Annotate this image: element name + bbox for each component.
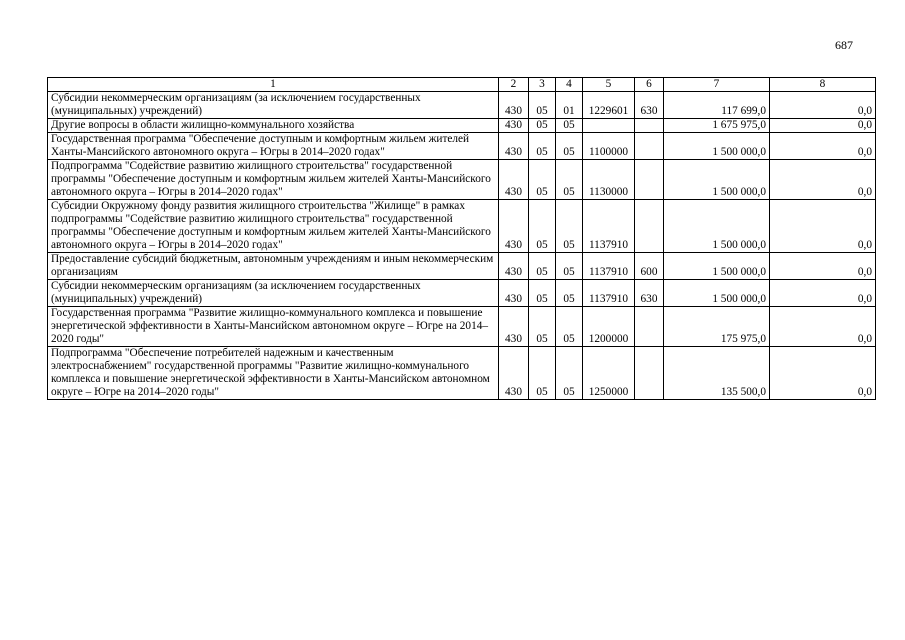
cell-amount: 1 500 000,0 — [664, 160, 770, 200]
cell-subsection: 05 — [556, 347, 583, 400]
row-description: Другие вопросы в области жилищно-коммунального хозяйства — [48, 119, 499, 133]
cell-amount: 1 500 000,0 — [664, 200, 770, 253]
cell-expense-type: 630 — [635, 280, 664, 307]
column-header: 2 — [499, 78, 529, 92]
table-row — [48, 347, 876, 400]
cell-target-article: 1250000 — [583, 347, 635, 400]
cell-admin-code: 430 — [499, 92, 529, 119]
cell-amount-federal: 0,0 — [770, 280, 876, 307]
cell-section: 05 — [529, 160, 556, 200]
table-row — [48, 119, 876, 133]
cell-amount-federal: 0,0 — [770, 160, 876, 200]
cell-amount: 1 500 000,0 — [664, 253, 770, 280]
cell-section: 05 — [529, 200, 556, 253]
cell-expense-type — [635, 200, 664, 253]
column-header: 8 — [770, 78, 876, 92]
cell-target-article: 1137910 — [583, 200, 635, 253]
cell-subsection: 05 — [556, 160, 583, 200]
cell-amount: 1 500 000,0 — [664, 133, 770, 160]
cell-expense-type — [635, 160, 664, 200]
cell-expense-type: 630 — [635, 92, 664, 119]
row-description: Подпрограмма "Обеспечение потребителей надежным и качественным электроснабжением" государственной программы "Развитие жилищно-коммунального комплекса и повышение энергетической эффективности в Ханты-Мансийском автономном округе – Югре на 2014–2020 годы" — [48, 347, 499, 400]
row-description: Субсидии некоммерческим организациям (за исключением государственных (муниципальных) учреждений) — [48, 92, 499, 119]
cell-target-article: 1200000 — [583, 307, 635, 347]
cell-subsection: 05 — [556, 253, 583, 280]
cell-subsection: 05 — [556, 307, 583, 347]
cell-subsection: 05 — [556, 280, 583, 307]
cell-target-article: 1137910 — [583, 253, 635, 280]
cell-section: 05 — [529, 280, 556, 307]
row-description: Подпрограмма "Содействие развитию жилищного строительства" государственной программы "Обеспечение доступным и комфортным жильем жителей Ханты-Мансийского автономного округа – Югры в 2014–2020 годах" — [48, 160, 499, 200]
cell-amount-federal: 0,0 — [770, 92, 876, 119]
cell-expense-type — [635, 119, 664, 133]
cell-amount-federal: 0,0 — [770, 133, 876, 160]
column-header: 3 — [529, 78, 556, 92]
row-description: Субсидии некоммерческим организациям (за исключением государственных (муниципальных) учреждений) — [48, 280, 499, 307]
cell-admin-code: 430 — [499, 160, 529, 200]
cell-amount: 117 699,0 — [664, 92, 770, 119]
cell-expense-type — [635, 307, 664, 347]
table-row — [48, 160, 876, 200]
cell-section: 05 — [529, 92, 556, 119]
cell-admin-code: 430 — [499, 307, 529, 347]
cell-target-article: 1137910 — [583, 280, 635, 307]
cell-section: 05 — [529, 119, 556, 133]
cell-amount: 175 975,0 — [664, 307, 770, 347]
cell-amount-federal: 0,0 — [770, 119, 876, 133]
cell-admin-code: 430 — [499, 133, 529, 160]
column-header: 7 — [664, 78, 770, 92]
column-header: 4 — [556, 78, 583, 92]
cell-section: 05 — [529, 347, 556, 400]
table-header-row — [48, 78, 876, 92]
cell-amount-federal: 0,0 — [770, 347, 876, 400]
budget-table — [47, 77, 876, 400]
cell-amount-federal: 0,0 — [770, 200, 876, 253]
column-header: 5 — [583, 78, 635, 92]
cell-expense-type — [635, 347, 664, 400]
row-description: Субсидии Окружному фонду развития жилищного строительства "Жилище" в рамках подпрограммы "Содействие развитию жилищного строительства" государственной программы "Обеспечение доступным и комфортным жильем жителей Ханты-Мансийского автономного округа – Югры в 2014–2020 годах" — [48, 200, 499, 253]
cell-target-article: 1100000 — [583, 133, 635, 160]
cell-subsection: 05 — [556, 119, 583, 133]
cell-section: 05 — [529, 133, 556, 160]
table-row — [48, 280, 876, 307]
row-description: Государственная программа "Развитие жилищно-коммунального комплекса и повышение энергетической эффективности в Ханты-Мансийском автономном округе – Югре на 2014–2020 годы" — [48, 307, 499, 347]
table-row — [48, 200, 876, 253]
cell-subsection: 01 — [556, 92, 583, 119]
row-description: Предоставление субсидий бюджетным, автономным учреждениям и иным некоммерческим организациям — [48, 253, 499, 280]
cell-amount: 1 500 000,0 — [664, 280, 770, 307]
cell-target-article: 1130000 — [583, 160, 635, 200]
cell-admin-code: 430 — [499, 200, 529, 253]
cell-subsection: 05 — [556, 200, 583, 253]
column-header: 1 — [48, 78, 499, 92]
cell-admin-code: 430 — [499, 280, 529, 307]
cell-admin-code: 430 — [499, 253, 529, 280]
cell-admin-code: 430 — [499, 347, 529, 400]
table-row — [48, 133, 876, 160]
cell-subsection: 05 — [556, 133, 583, 160]
table-row — [48, 307, 876, 347]
cell-section: 05 — [529, 253, 556, 280]
row-description: Государственная программа "Обеспечение доступным и комфортным жильем жителей Ханты-Мансийского автономного округа – Югры в 2014–2020 годах" — [48, 133, 499, 160]
cell-amount: 1 675 975,0 — [664, 119, 770, 133]
cell-amount-federal: 0,0 — [770, 307, 876, 347]
cell-expense-type — [635, 133, 664, 160]
cell-section: 05 — [529, 307, 556, 347]
cell-expense-type: 600 — [635, 253, 664, 280]
column-header: 6 — [635, 78, 664, 92]
cell-target-article — [583, 119, 635, 133]
cell-target-article: 1229601 — [583, 92, 635, 119]
table-row — [48, 253, 876, 280]
table-row — [48, 92, 876, 119]
cell-amount-federal: 0,0 — [770, 253, 876, 280]
page-number: 687 — [835, 38, 853, 52]
cell-admin-code: 430 — [499, 119, 529, 133]
cell-amount: 135 500,0 — [664, 347, 770, 400]
